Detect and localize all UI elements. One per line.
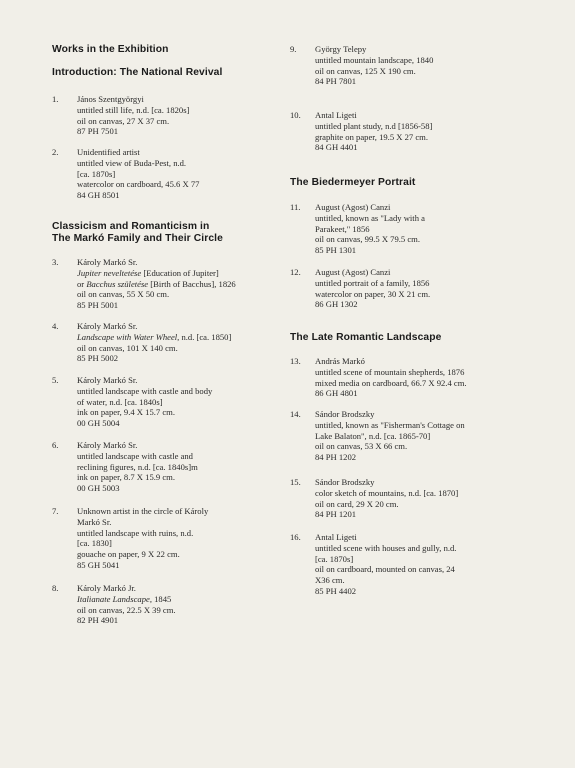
entry-accession: 86 GH 4801	[315, 388, 358, 399]
entry-number: 14.	[290, 409, 301, 419]
entry-artist: Antal Ligeti	[315, 110, 357, 120]
entry-accession: 82 PH 4901	[77, 615, 119, 626]
entry-title: untitled scene with houses and gully, n.d.	[315, 542, 457, 553]
works-title: Works in the Exhibition	[52, 44, 169, 55]
entry-title-alt	[77, 279, 277, 290]
entry-medium: watercolor on cardboard, 45.6 X 77	[77, 179, 200, 190]
section-late-romantic-title: The Late Romantic Landscape	[290, 332, 442, 343]
entry-title: untitled landscape with castle and body	[77, 385, 213, 396]
entry-title: untitled scene of mountain shepherds, 1876	[315, 366, 465, 377]
entry-artist: Unidentified artist	[77, 147, 140, 157]
entry-number: 9.	[290, 44, 297, 54]
entry-accession: 85 PH 1301	[315, 245, 357, 256]
entry-medium: oil on canvas, 55 X 50 cm.	[77, 289, 170, 300]
entry-accession: 85 GH 5041	[77, 559, 120, 570]
entry-accession: 84 GH 4401	[315, 142, 358, 153]
entry-medium-cont: X36 cm.	[315, 575, 345, 586]
section-biedermeyer-title: The Biedermeyer Portrait	[290, 177, 416, 188]
entry-accession: 85 PH 5002	[77, 353, 119, 364]
entry-medium: oil on canvas, 53 X 66 cm.	[315, 441, 408, 452]
entry-title-cont: Lake Balaton", n.d. [ca. 1865-70]	[315, 430, 431, 441]
entry-artist: Sándor Brodszky	[315, 477, 375, 487]
entry-title-alt-rest: [Birth of Bacchus], 1826	[148, 278, 236, 289]
entry-number: 13.	[290, 356, 301, 366]
entry-date: [ca. 1830]	[77, 538, 112, 549]
entry-title-cont: Parakeet," 1856	[315, 223, 370, 234]
entry-accession: 86 GH 1302	[315, 299, 358, 310]
entry-medium: oil on canvas, 27 X 37 cm.	[77, 115, 170, 126]
entry-artist: Sándor Brodszky	[315, 409, 375, 419]
entry-artist: August (Agost) Canzi	[315, 202, 391, 212]
entry-title: untitled landscape with castle and	[77, 450, 193, 461]
entry-title: untitled view of Buda-Pest, n.d.	[77, 157, 187, 168]
entry-title: color sketch of mountains, n.d. [ca. 1870]	[315, 487, 459, 498]
entry-artist: Károly Markó Sr.	[77, 321, 138, 331]
entry-number: 6.	[52, 440, 59, 450]
entry-date: [ca. 1870s]	[315, 553, 354, 564]
entry-medium: ink on paper, 9.4 X 15.7 cm.	[77, 407, 175, 418]
entry-accession: 84 GH 8501	[77, 190, 120, 201]
entry-artist: August (Agost) Canzi	[315, 267, 391, 277]
entry-title: untitled mountain landscape, 1840	[315, 54, 434, 65]
entry-number: 8.	[52, 583, 59, 593]
entry-medium: oil on card, 29 X 20 cm.	[315, 498, 399, 509]
entry-title: untitled still life, n.d. [ca. 1820s]	[77, 104, 190, 115]
entry-title: untitled landscape with ruins, n.d.	[77, 527, 194, 538]
entry-title-cont: of water, n.d. [ca. 1840s]	[77, 396, 163, 407]
entry-number: 3.	[52, 257, 59, 267]
entry-number: 2.	[52, 147, 59, 157]
entry-title-italic: Landscape with Water Wheel	[77, 331, 178, 342]
entry-artist: Károly Markó Jr.	[77, 583, 136, 593]
entry-artist: András Markó	[315, 356, 365, 366]
entry-number: 15.	[290, 477, 301, 487]
entry-artist-cont: Markó Sr.	[77, 516, 112, 527]
entry-medium: graphite on paper, 19.5 X 27 cm.	[315, 131, 429, 142]
entry-number: 16.	[290, 532, 301, 542]
entry-number: 1.	[52, 94, 59, 104]
entry-number: 12.	[290, 267, 301, 277]
entry-accession: 84 PH 1202	[315, 452, 357, 463]
entry-number: 10.	[290, 110, 301, 120]
entry-number: 7.	[52, 506, 59, 516]
entry-title: untitled, known as "Fisherman's Cottage on	[315, 419, 465, 430]
entry-accession: 87 PH 7501	[77, 126, 119, 137]
entry-medium: oil on canvas, 125 X 190 cm.	[315, 65, 416, 76]
entry-title-cont: reclining figures, n.d. [ca. 1840s]m	[77, 461, 198, 472]
entry-title-alt-pre: or	[77, 278, 87, 289]
entry-title-rest: , n.d. [ca. 1850]	[177, 331, 232, 342]
section-intro-title: Introduction: The National Revival	[52, 67, 223, 78]
entry-title-rest: , 1845	[149, 593, 172, 604]
entry-artist: Károly Markó Sr.	[77, 440, 138, 450]
entry-title-rest: [Education of Jupiter]	[141, 267, 219, 278]
entry-medium: watercolor on paper, 30 X 21 cm.	[315, 288, 431, 299]
entry-accession: 00 GH 5004	[77, 418, 120, 429]
entry-title-italic: Jupiter neveltetése	[77, 267, 142, 278]
entry-medium: oil on canvas, 22.5 X 39 cm.	[77, 604, 176, 615]
entry-artist: Unknown artist in the circle of Károly	[77, 506, 209, 516]
entry-number: 5.	[52, 375, 59, 385]
entry-title	[77, 268, 277, 279]
entry-medium: oil on canvas, 99.5 X 79.5 cm.	[315, 234, 421, 245]
entry-title-alt-italic: Bacchus születése	[86, 278, 149, 289]
entry-medium: gouache on paper, 9 X 22 cm.	[77, 549, 180, 560]
entry-medium: oil on cardboard, mounted on canvas, 24	[315, 564, 455, 575]
entry-artist: János Szentgyörgyi	[77, 94, 144, 104]
entry-date: [ca. 1870s]	[77, 168, 116, 179]
entry-accession: 84 PH 7801	[315, 76, 357, 87]
section-classicism-title-line2: The Markó Family and Their Circle	[52, 233, 223, 244]
entry-number: 4.	[52, 321, 59, 331]
entry-medium: oil on canvas, 101 X 140 cm.	[77, 342, 178, 353]
entry-title: untitled portrait of a family, 1856	[315, 277, 430, 288]
entry-accession: 84 PH 1201	[315, 509, 357, 520]
entry-artist: Antal Ligeti	[315, 532, 357, 542]
entry-title: untitled, known as "Lady with a	[315, 212, 425, 223]
entry-medium: ink on paper, 8.7 X 15.9 cm.	[77, 472, 175, 483]
entry-title	[77, 332, 277, 343]
entry-artist: György Telepy	[315, 44, 367, 54]
entry-accession: 00 GH 5003	[77, 483, 120, 494]
section-classicism-title-line1: Classicism and Romanticism in	[52, 221, 210, 232]
entry-accession: 85 PH 4402	[315, 585, 357, 596]
entry-title	[77, 594, 277, 605]
entry-artist: Károly Markó Sr.	[77, 257, 138, 267]
entry-artist: Károly Markó Sr.	[77, 375, 138, 385]
entry-title: untitled plant study, n.d [1856-58]	[315, 120, 433, 131]
entry-accession: 85 PH 5001	[77, 300, 119, 311]
entry-medium: mixed media on cardboard, 66.7 X 92.4 cm.	[315, 377, 467, 388]
entry-title-italic: Italianate Landscape	[77, 593, 150, 604]
entry-number: 11.	[290, 202, 301, 212]
